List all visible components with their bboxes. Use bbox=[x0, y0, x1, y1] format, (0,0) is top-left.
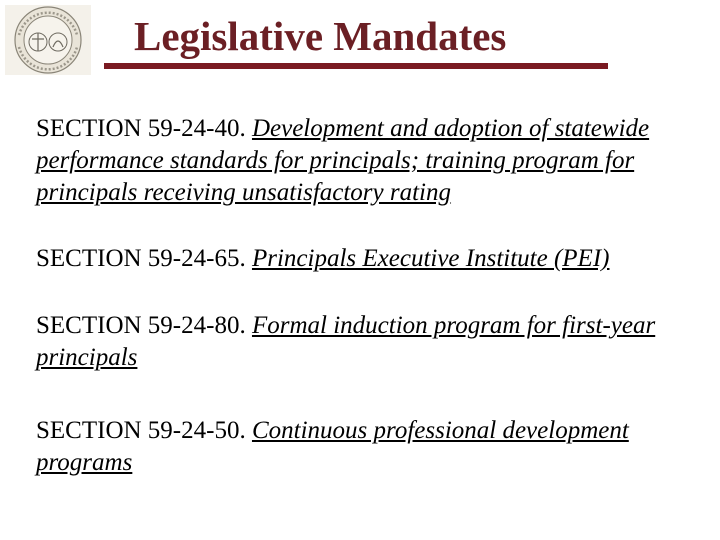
section-title-link[interactable]: Principals Executive Institute (PEI) bbox=[251, 245, 610, 272]
section-title-link[interactable]: Development and adoption of statewide performance standards for principals; training program for principals receiving unsatisfactory rating bbox=[36, 115, 650, 206]
title-underline-divider bbox=[104, 63, 608, 69]
section-item bbox=[36, 415, 696, 479]
section-number: SECTION 59-24-65. bbox=[36, 245, 246, 272]
page-title: Legislative Mandates bbox=[134, 13, 507, 59]
section-title-link[interactable]: Continuous professional development programs bbox=[36, 417, 629, 476]
section-item bbox=[36, 310, 696, 374]
section-number: SECTION 59-24-50. bbox=[36, 417, 246, 444]
section-item bbox=[36, 113, 696, 209]
section-number: SECTION 59-24-80. bbox=[36, 312, 246, 339]
sections-list bbox=[36, 113, 696, 479]
department-seal-icon bbox=[5, 5, 91, 75]
section-number: SECTION 59-24-40. bbox=[36, 115, 246, 142]
section-title-link[interactable]: Formal induction program for first-year principals bbox=[36, 312, 656, 371]
section-item bbox=[36, 243, 696, 275]
